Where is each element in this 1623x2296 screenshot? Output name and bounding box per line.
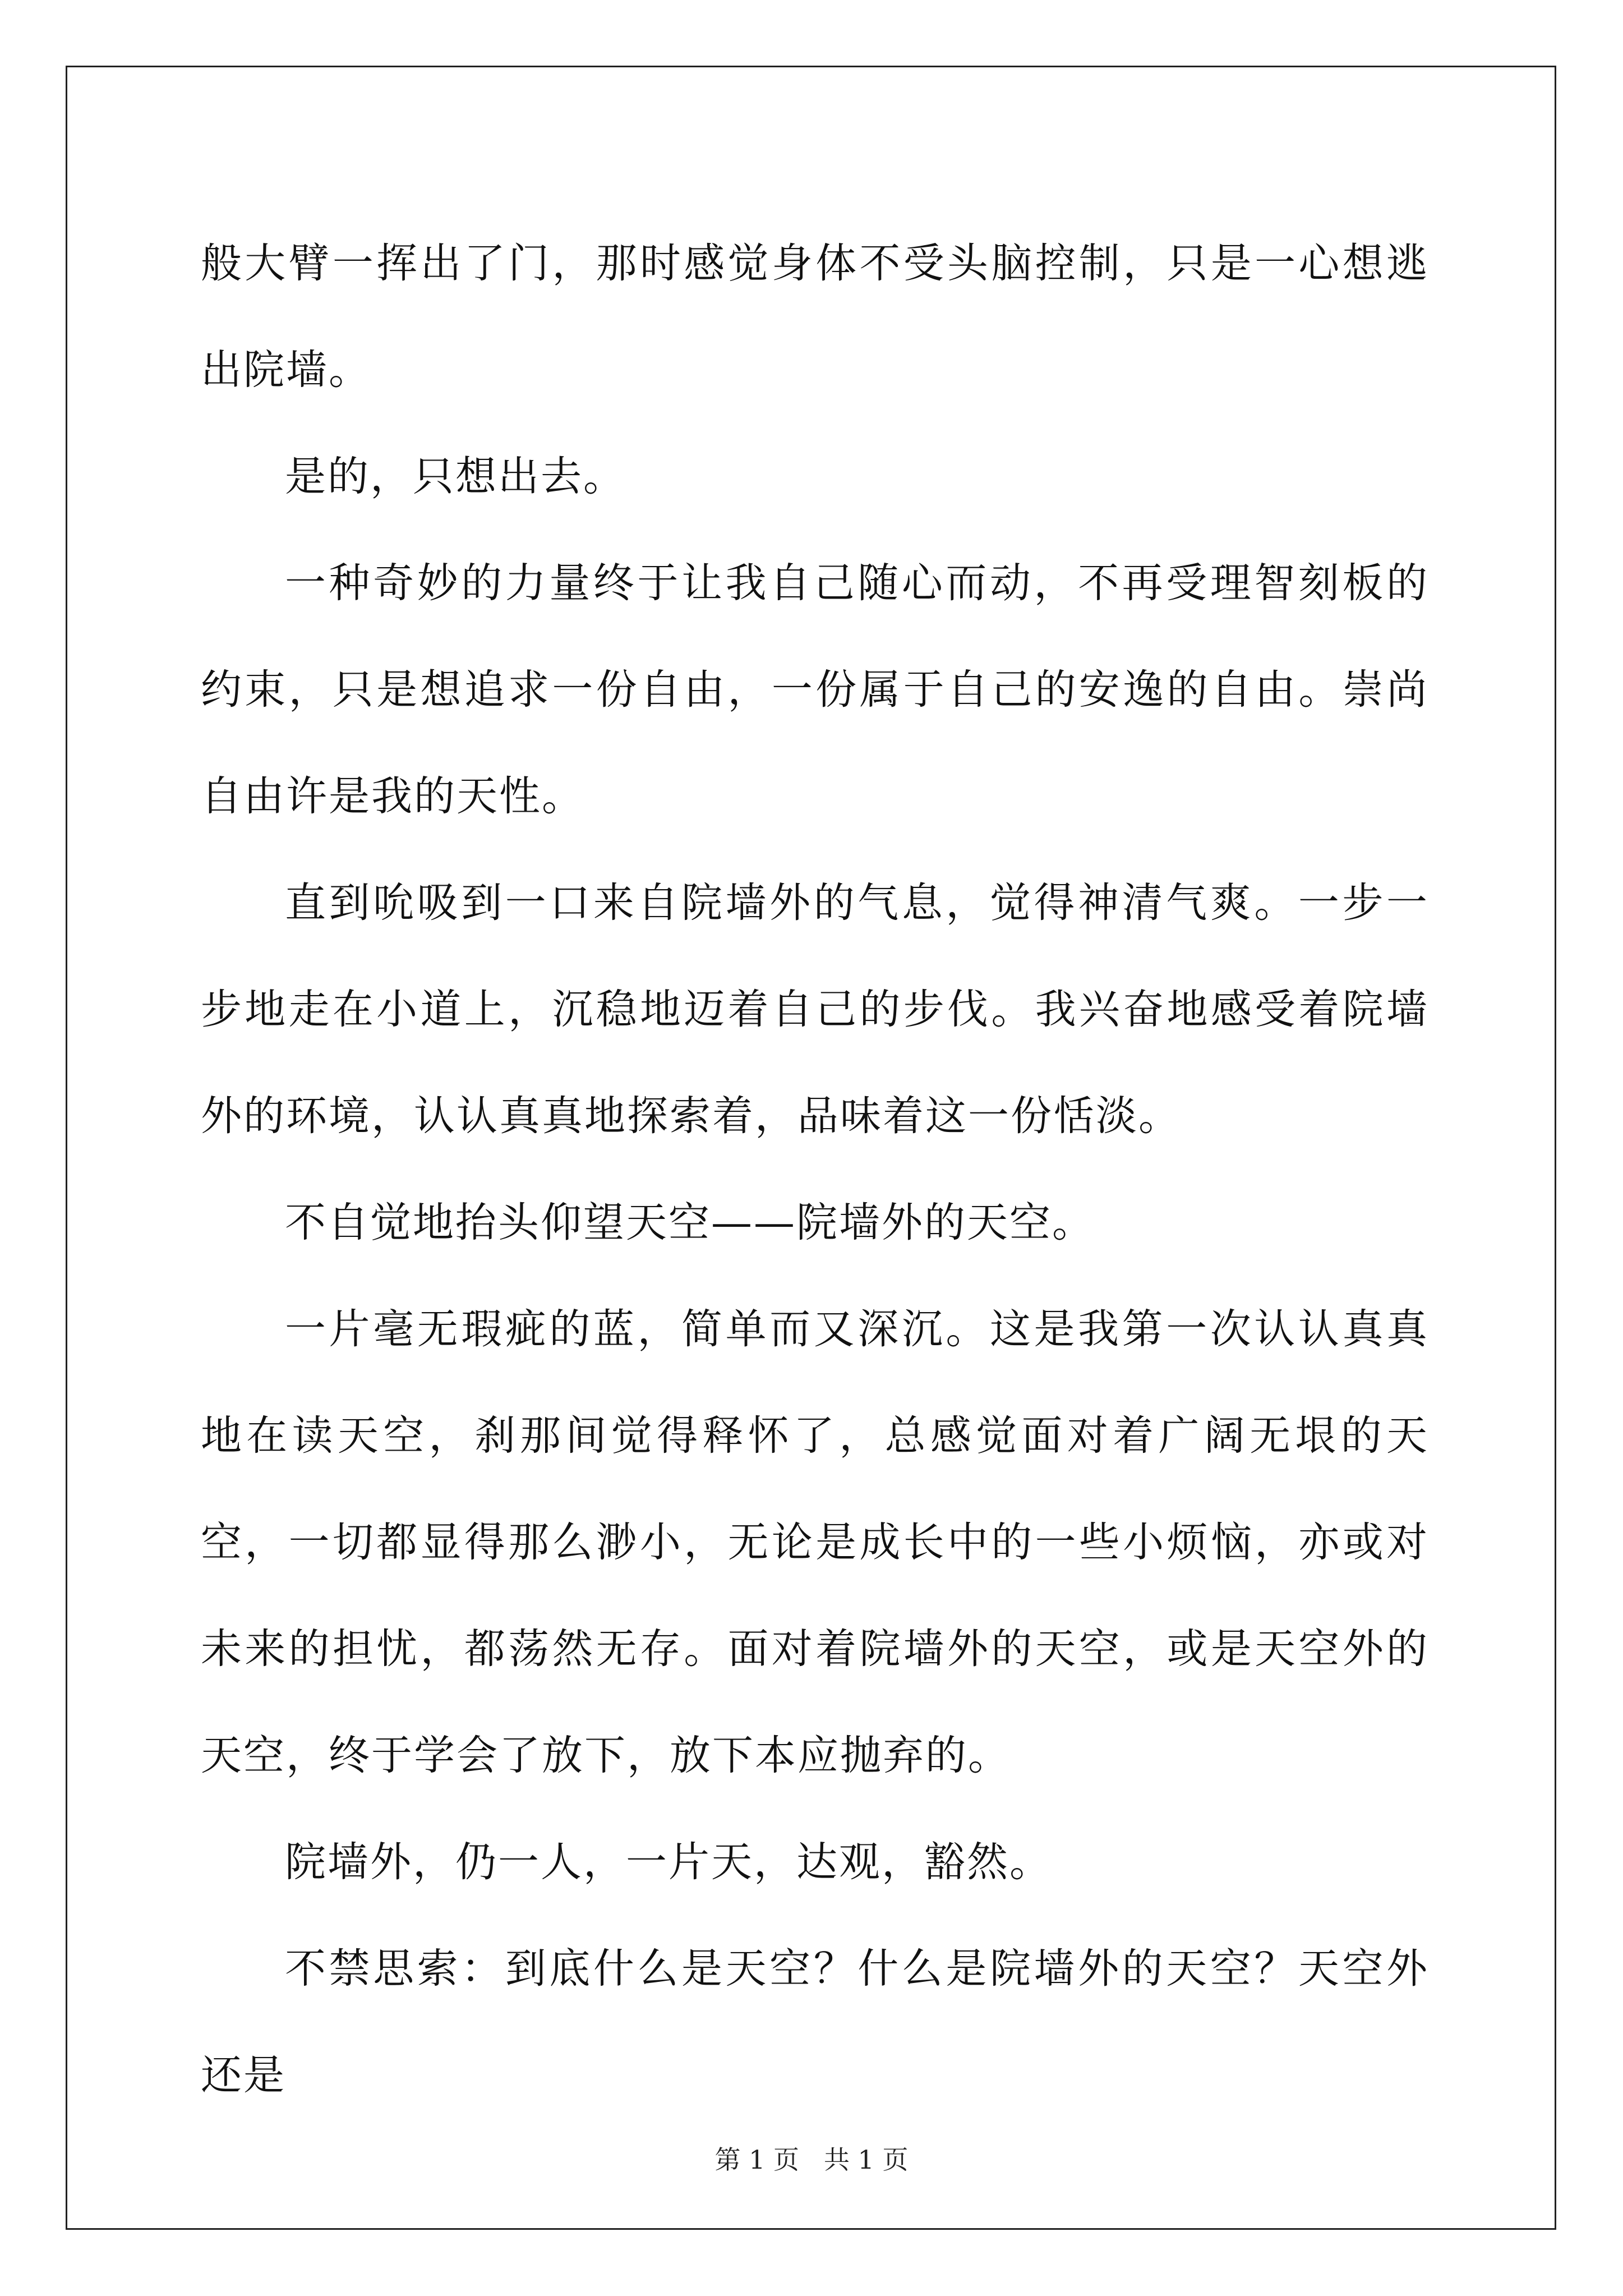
paragraph: 不自觉地抬头仰望天空——院墙外的天空。: [285, 1199, 1095, 1246]
paragraph: 一种奇妙的力量终于让我自己随心而动，不再受理智刻板的约束，只是想追求一份自由，一份属于自己的安逸的自由。崇尚自由许是我的天性。: [201, 559, 1429, 820]
paragraph: 直到吮吸到一口来自院墙外的气息，觉得神清气爽。一步一步地走在小道上，沉稳地迈着自己的步伐。我兴奋地感受着院墙外的环境，认认真真地探索着，品味着这一份恬淡。: [201, 879, 1429, 1140]
paragraph: 不禁思索：到底什么是天空？什么是院墙外的天空？天空外还是: [201, 1945, 1429, 2099]
paragraph: 一片毫无瑕疵的蓝，简单而又深沉。这是我第一次认认真真地在读天空，刹那间觉得释怀了，总感觉面对着广阔无垠的天空，一切都显得那么渺小，无论是成长中的一些小烦恼，亦或对未来的担忧，都荡然无存。面对着院墙外的天空，或是天空外的天空，终于学会了放下，放下本应抛弃的。: [201, 1305, 1429, 1779]
paragraph: 是的，只想出去。: [285, 453, 626, 500]
paragraph: 般大臂一挥出了门，那时感觉身体不受头脑控制，只是一心想逃出院墙。: [201, 240, 1429, 394]
page-footer: [0, 2143, 1623, 2177]
document-body: [201, 210, 1429, 2129]
page-number: 第 1 页: [714, 2145, 800, 2175]
paragraph: 院墙外，仍一人，一片天，达观，豁然。: [285, 1838, 1052, 1886]
footer-spacer: [799, 2145, 824, 2175]
page-total: 共 1 页: [823, 2145, 909, 2175]
